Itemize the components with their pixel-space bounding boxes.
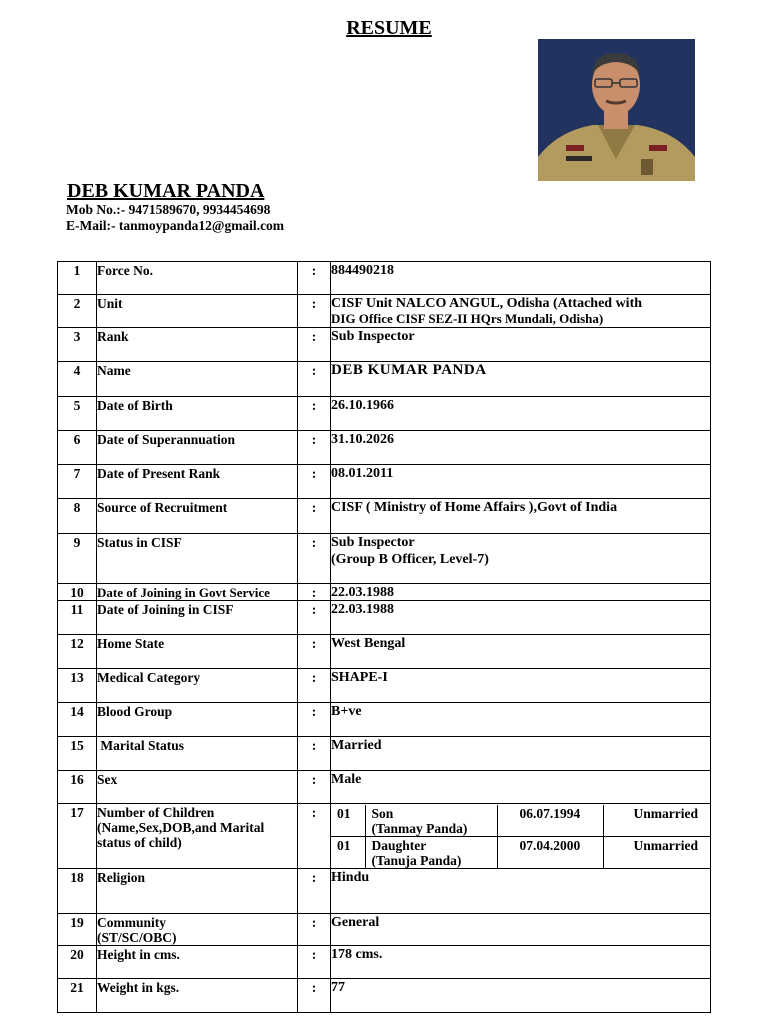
field-value: 31.10.2026 [331, 431, 711, 465]
row-number: 19 [58, 914, 97, 946]
separator-colon: : [298, 703, 331, 737]
field-label: Status in CISF [97, 534, 298, 584]
child-marital-status: Unmarried [603, 837, 710, 869]
row-number: 12 [58, 635, 97, 669]
separator-colon: : [298, 914, 331, 946]
field-label: Force No. [97, 262, 298, 295]
row-number: 17 [58, 804, 97, 869]
child-marital-status: Unmarried [633, 806, 698, 821]
profile-photo [538, 39, 695, 181]
table-row [58, 499, 711, 534]
row-number: 1 [58, 262, 97, 295]
child-dob: 06.07.1994 [497, 805, 603, 837]
separator-colon: : [298, 946, 331, 979]
field-label: Marital Status [97, 737, 298, 771]
table-row [58, 914, 711, 946]
field-value: B+ve [331, 703, 711, 737]
table-row [58, 946, 711, 979]
field-label: Date of Superannuation [97, 431, 298, 465]
separator-colon: : [298, 397, 331, 431]
table-row [58, 397, 711, 431]
separator-colon: : [298, 635, 331, 669]
child-name: (Tanuja Panda) [371, 853, 462, 868]
email-address: E-Mail:- tanmoypanda12@gmail.com [66, 218, 285, 233]
child-relation: Son [371, 806, 394, 821]
table-row [58, 979, 711, 1013]
separator-colon: : [298, 584, 331, 601]
row-number: 11 [58, 601, 97, 635]
child-name-cell [365, 805, 497, 837]
field-label: Blood Group [97, 703, 298, 737]
field-value: Male [331, 771, 711, 804]
row-number: 7 [58, 465, 97, 499]
row-number: 5 [58, 397, 97, 431]
row-number: 4 [58, 362, 97, 397]
field-label: Date of Present Rank [97, 465, 298, 499]
separator-colon: : [298, 534, 331, 584]
child-count: 01 [331, 837, 365, 869]
row-number: 6 [58, 431, 97, 465]
field-label: Weight in kgs. [97, 979, 298, 1013]
separator-colon: : [298, 669, 331, 703]
children-label-line-2: (Name,Sex,DOB,and Marital [97, 820, 265, 835]
document-title: RESUME [346, 17, 432, 39]
table-row [58, 771, 711, 804]
field-value: CISF ( Ministry of Home Affairs ),Govt of India [331, 499, 711, 534]
child-relation: Daughter [371, 838, 427, 853]
field-value: Sub Inspector [331, 328, 711, 362]
row-number: 20 [58, 946, 97, 979]
table-row [58, 465, 711, 499]
separator-colon: : [298, 737, 331, 771]
unit-line-2: DIG Office CISF SEZ-II HQrs Mundali, Odisha) [331, 311, 604, 326]
table-row [58, 869, 711, 914]
community-label-line-2: (ST/SC/OBC) [97, 930, 177, 945]
community-label-line-1: Community [97, 915, 167, 930]
children-label-line-3: status of child) [97, 835, 182, 850]
child-name-cell [365, 837, 497, 869]
separator-colon: : [298, 869, 331, 914]
separator-colon: : [298, 601, 331, 635]
unit-line-1: CISF Unit NALCO ANGUL, Odisha (Attached with [331, 296, 643, 311]
table-row [58, 534, 711, 584]
field-value: General [331, 914, 711, 946]
row-number: 21 [58, 979, 97, 1013]
field-value: DEB KUMAR PANDA [331, 362, 711, 397]
table-row [58, 262, 711, 295]
table-row [58, 635, 711, 669]
table-row [58, 328, 711, 362]
field-value: 26.10.1966 [331, 397, 711, 431]
child-row [331, 805, 710, 837]
children-table [331, 805, 710, 868]
table-row [58, 295, 711, 328]
field-label: Medical Category [97, 669, 298, 703]
row-number: 13 [58, 669, 97, 703]
separator-colon: : [298, 465, 331, 499]
separator-colon: : [298, 499, 331, 534]
child-row [331, 837, 710, 869]
field-value: 08.01.2011 [331, 465, 711, 499]
field-label: Date of Birth [97, 397, 298, 431]
child-count: 01 [331, 805, 365, 837]
table-row [58, 601, 711, 635]
separator-colon: : [298, 295, 331, 328]
table-row [58, 431, 711, 465]
row-number: 8 [58, 499, 97, 534]
table-row [58, 737, 711, 771]
field-label: Home State [97, 635, 298, 669]
field-value: 77 [331, 979, 711, 1013]
row-number: 2 [58, 295, 97, 328]
field-label: Unit [97, 295, 298, 328]
field-value [331, 534, 711, 584]
field-value: West Bengal [331, 635, 711, 669]
table-row [58, 584, 711, 601]
field-value: 178 cms. [331, 946, 711, 979]
field-value: Married [331, 737, 711, 771]
field-label: Name [97, 362, 298, 397]
child-dob: 07.04.2000 [497, 837, 603, 869]
row-number: 10 [58, 584, 97, 601]
field-value: SHAPE-I [331, 669, 711, 703]
row-number: 15 [58, 737, 97, 771]
field-value [331, 295, 711, 328]
separator-colon: : [298, 771, 331, 804]
field-label: Source of Recruitment [97, 499, 298, 534]
separator-colon: : [298, 979, 331, 1013]
separator-colon: : [298, 328, 331, 362]
table-row [58, 669, 711, 703]
field-value: 884490218 [331, 262, 711, 295]
field-label: Date of Joining in CISF [97, 601, 298, 635]
field-value: 22.03.1988 [331, 601, 711, 635]
row-number: 3 [58, 328, 97, 362]
children-cell [331, 804, 711, 869]
table-row [58, 703, 711, 737]
applicant-name: DEB KUMAR PANDA [67, 180, 265, 202]
row-number: 16 [58, 771, 97, 804]
field-label: Date of Joining in Govt Service [97, 584, 298, 601]
row-number: 14 [58, 703, 97, 737]
status-line-1: Sub Inspector [331, 535, 415, 550]
table-row [58, 362, 711, 397]
field-label: Religion [97, 869, 298, 914]
field-label: Sex [97, 771, 298, 804]
officer-portrait-image [538, 39, 695, 181]
child-name: (Tanmay Panda) [371, 821, 468, 836]
table-row [58, 804, 711, 869]
field-label: Height in cms. [97, 946, 298, 979]
separator-colon: : [298, 262, 331, 295]
mobile-numbers: Mob No.:- 9471589670, 9934454698 [66, 202, 271, 217]
children-label-line-1: Number of Children [97, 805, 215, 820]
details-table [57, 261, 711, 1013]
separator-colon: : [298, 804, 331, 869]
field-value: 22.03.1988 [331, 584, 711, 601]
field-label [97, 914, 298, 946]
row-number: 18 [58, 869, 97, 914]
row-number: 9 [58, 534, 97, 584]
separator-colon: : [298, 362, 331, 397]
status-line-2: (Group B Officer, Level-7) [331, 552, 489, 567]
field-label [97, 804, 298, 869]
separator-colon: : [298, 431, 331, 465]
field-value: Hindu [331, 869, 711, 914]
field-label: Rank [97, 328, 298, 362]
